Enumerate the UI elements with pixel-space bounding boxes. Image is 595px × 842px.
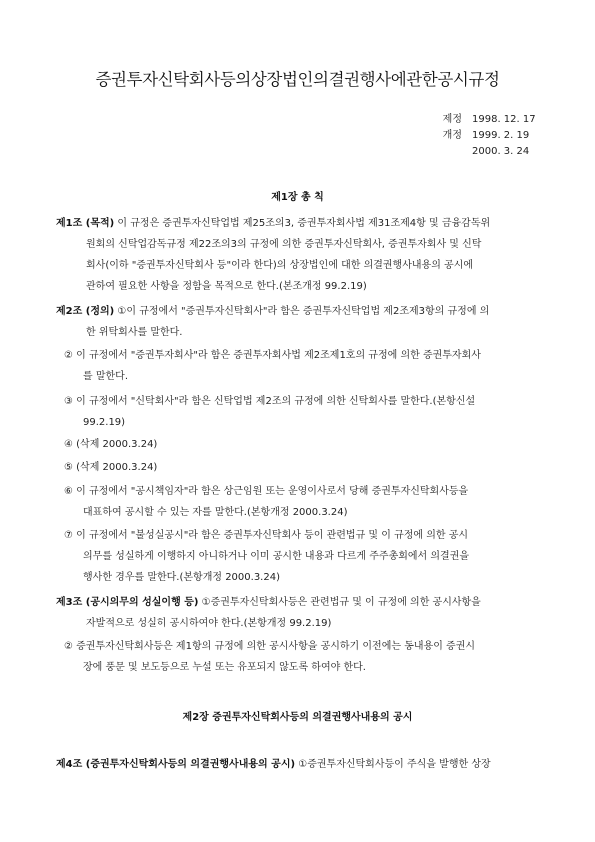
article-1-heading: 제1조 (목적) <box>56 218 115 229</box>
document-title: 증권투자신탁회사등의상장법인의결권행사에관한공시규정 <box>95 70 500 89</box>
article-3-paragraph-1: 자발적으로 성실히 공시하여야 한다.(본항개정 99.2.19) <box>86 618 332 629</box>
date-label: 제정 <box>442 114 462 125</box>
article-2-paragraph-4 <box>64 434 543 455</box>
article-1 <box>56 213 543 297</box>
article-4 <box>56 754 543 775</box>
date-label: 개정 <box>442 130 462 141</box>
date-value: 1998. 12. 17 <box>472 114 536 125</box>
paragraph-text: ④ (삭제 2000.3.24) <box>64 439 158 450</box>
article-4-text: ①증권투자신탁회사등이 주식을 발행한 상장 <box>295 759 491 770</box>
chapter-1-heading: 제1장 총 칙 <box>271 192 324 203</box>
article-3-heading: 제3조 (공시의무의 성실이행 등) <box>56 597 199 608</box>
date-row-amended <box>443 128 544 144</box>
date-value: 2000. 3. 24 <box>472 146 530 157</box>
article-3-paragraph-1: ①증권투자신탁회사등은 관련법규 및 이 규정에 의한 공시사항을 <box>198 597 481 608</box>
article-1-text: 이 규정은 증권투자신탁업법 제25조의3, 증권투자회사법 제31조제4항 및 금융감독위 <box>114 218 491 229</box>
article-4-heading: 제4조 (증권투자신탁회사등의 의결권행사내용의 공시) <box>56 759 296 770</box>
article-2-paragraph-1: ①이 규정에서 "증권투자신탁회사"라 함은 증권투자신탁업법 제2조제3항의 규정에 의 <box>114 306 490 317</box>
date-row-enacted <box>443 112 544 128</box>
paragraph-text: 행사한 경우를 말한다.(본항개정 2000.3.24) <box>83 572 280 583</box>
article-3 <box>56 592 543 634</box>
article-2 <box>56 301 543 343</box>
paragraph-text: 를 말한다. <box>83 371 128 382</box>
paragraph-text: ⑦ 이 규정에서 "불성실공시"라 함은 증권투자신탁회사 등이 관련법규 및 이 규정에 의한 공시 <box>64 530 469 541</box>
article-1-text: 회사(이하 "증권투자신탁회사 등"이라 한다)의 상장법인에 대한 의결권행사내용의 공시에 <box>86 260 474 271</box>
paragraph-text: 99.2.19) <box>83 417 126 428</box>
article-2-paragraph-5 <box>64 457 543 478</box>
enactment-dates <box>443 112 544 160</box>
article-1-text: 원회의 신탁업감독규정 제22조의3의 규정에 의한 증권투자신탁회사, 증권투자회사 및 신탁 <box>86 239 482 250</box>
article-2-heading: 제2조 (정의) <box>56 306 115 317</box>
paragraph-text: 의무를 성실하게 이행하지 아니하거나 이미 공시한 내용과 다르게 주주총회에서 의결권을 <box>83 551 470 562</box>
article-1-text: 관하여 필요한 사항을 정함을 목적으로 한다.(본조개정 99.2.19) <box>86 281 367 292</box>
date-row-amended-2 <box>443 144 544 160</box>
article-2-paragraph-3 <box>64 391 543 433</box>
paragraph-text: ② 증권투자신탁회사등은 제1항의 규정에 의한 공시사항을 공시하기 이전에는 동내용이 증권시 <box>64 641 476 652</box>
article-2-paragraph-1: 한 위탁회사를 말한다. <box>86 327 183 338</box>
paragraph-text: ③ 이 규정에서 "신탁회사"라 함은 신탁업법 제2조의 규정에 의한 신탁회사를 말한다.(본항신설 <box>64 396 476 407</box>
paragraph-text: ⑤ (삭제 2000.3.24) <box>64 462 158 473</box>
article-2-paragraph-2 <box>64 345 543 387</box>
paragraph-text: ⑥ 이 규정에서 "공시책임자"라 함은 상근임원 또는 운영이사로서 당해 증권투자신탁회사등을 <box>64 486 469 497</box>
date-value: 1999. 2. 19 <box>472 130 530 141</box>
chapter-2-heading: 제2장 증권투자신탁회사등의 의결권행사내용의 공시 <box>182 712 413 723</box>
article-3-paragraph-2 <box>64 636 543 678</box>
paragraph-text: ② 이 규정에서 "증권투자회사"라 함은 증권투자회사법 제2조제1호의 규정에 의한 증권투자회사 <box>64 350 481 361</box>
paragraph-text: 대표하여 공시할 수 있는 자를 말한다.(본항개정 2000.3.24) <box>83 507 348 518</box>
article-2-paragraph-7 <box>64 525 543 588</box>
article-2-paragraph-6 <box>64 481 543 523</box>
paragraph-text: 장에 풍문 및 보도등으로 누설 또는 유포되지 않도록 하여야 한다. <box>83 662 366 673</box>
